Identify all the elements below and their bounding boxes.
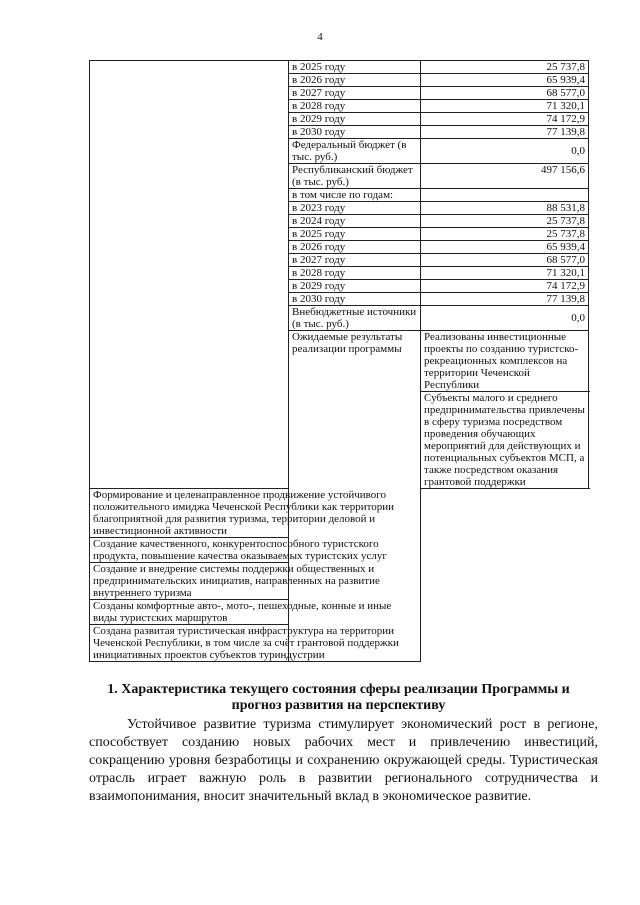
year-cell: в 2025 году: [289, 61, 421, 74]
page-number: 4: [317, 31, 323, 43]
year-cell: в 2025 году: [289, 228, 421, 241]
year-cell: в 2029 году: [289, 280, 421, 293]
result-item: Формирование и целенаправленное продвижение устойчивого положительного имиджа Чеченской Республики как территории благоприятной для развития туризма, территории деловой и инвестиционной активности: [90, 489, 421, 538]
amount-cell: 71 320,1: [421, 267, 589, 280]
amount-cell: 25 737,8: [421, 61, 589, 74]
table-row: [90, 489, 589, 538]
amount-cell: 25 737,8: [421, 215, 589, 228]
table-row: [90, 625, 589, 662]
amount-cell: 68 577,0: [421, 254, 589, 267]
federal-budget-amount: 0,0: [421, 139, 589, 164]
amount-cell: 77 139,8: [421, 126, 589, 139]
amount-cell: 68 577,0: [421, 87, 589, 100]
amount-cell: 71 320,1: [421, 100, 589, 113]
results-label: Ожидаемые результаты реализации программы: [289, 331, 421, 662]
year-cell: в 2030 году: [289, 126, 421, 139]
by-years-label: в том числе по годам:: [289, 189, 421, 202]
financing-label-cell: [90, 61, 289, 489]
federal-budget-label: Федеральный бюджет (в тыс. руб.): [289, 139, 421, 164]
year-cell: в 2026 году: [289, 74, 421, 87]
amount-cell: 25 737,8: [421, 228, 589, 241]
amount-cell: 74 172,9: [421, 113, 589, 126]
amount-cell: 74 172,9: [421, 280, 589, 293]
republic-budget-amount: 497 156,6: [421, 164, 589, 189]
table-row: [90, 61, 589, 74]
result-item: Создание качественного, конкурентоспособного туристского продукта, повышение качества оказываемых туристских услуг: [90, 538, 421, 563]
year-cell: в 2026 году: [289, 241, 421, 254]
result-item: Создание и внедрение системы поддержки общественных и предпринимательских инициатив, направленных на развитие внутреннего туризма: [90, 563, 421, 600]
year-cell: в 2027 году: [289, 254, 421, 267]
amount-cell: 77 139,8: [421, 293, 589, 306]
year-cell: в 2030 году: [289, 293, 421, 306]
body-paragraph: Устойчивое развитие туризма стимулирует экономический рост в регионе, способствует созданию новых рабочих мест и привлечению инвестиций, сокращению уровня безработицы и сохранению окружающей среды. Туристическая отрасль играет важную роль в развитии регионального сотрудничества и взаимопонимания, вносит значительный вклад в экономическое развитие.: [89, 717, 598, 804]
year-cell: в 2029 году: [289, 113, 421, 126]
table-row: [90, 563, 589, 600]
result-item: Создана развитая туристическая инфраструктура на территории Чеченской Республики, в том числе за счёт грантовой поддержки инициативных проектов субъектов туриндустрии: [90, 625, 421, 662]
table-row: [90, 600, 589, 625]
section-heading: 1. Характеристика текущего состояния сферы реализации Программы и прогноз развития на перспективу: [107, 682, 570, 713]
result-item: Созданы комфортные авто-, мото-, пешеходные, конные и иные виды туристских маршрутов: [90, 600, 421, 625]
program-passport-table: [89, 60, 589, 662]
year-cell: в 2028 году: [289, 267, 421, 280]
table-row: [90, 538, 589, 563]
result-item: Субъекты малого и среднего предпринимательства привлечены в сферу туризма посредством проведения обучающих мероприятий для действующих и потенциальных субъектов МСП, а также посредством оказания грантовой поддержки: [421, 392, 589, 489]
extrabudget-amount: 0,0: [421, 306, 589, 331]
empty-cell: [421, 189, 589, 202]
year-cell: в 2023 году: [289, 202, 421, 215]
amount-cell: 88 531,8: [421, 202, 589, 215]
result-item: Реализованы инвестиционные проекты по созданию туристско-рекреационных комплексов на территории Чеченской Республики: [421, 331, 589, 392]
year-cell: в 2027 году: [289, 87, 421, 100]
amount-cell: 65 939,4: [421, 241, 589, 254]
amount-cell: 65 939,4: [421, 74, 589, 87]
republic-budget-label: Республиканский бюджет (в тыс. руб.): [289, 164, 421, 189]
extrabudget-label: Внебюджетные источники (в тыс. руб.): [289, 306, 421, 331]
year-cell: в 2024 году: [289, 215, 421, 228]
year-cell: в 2028 году: [289, 100, 421, 113]
